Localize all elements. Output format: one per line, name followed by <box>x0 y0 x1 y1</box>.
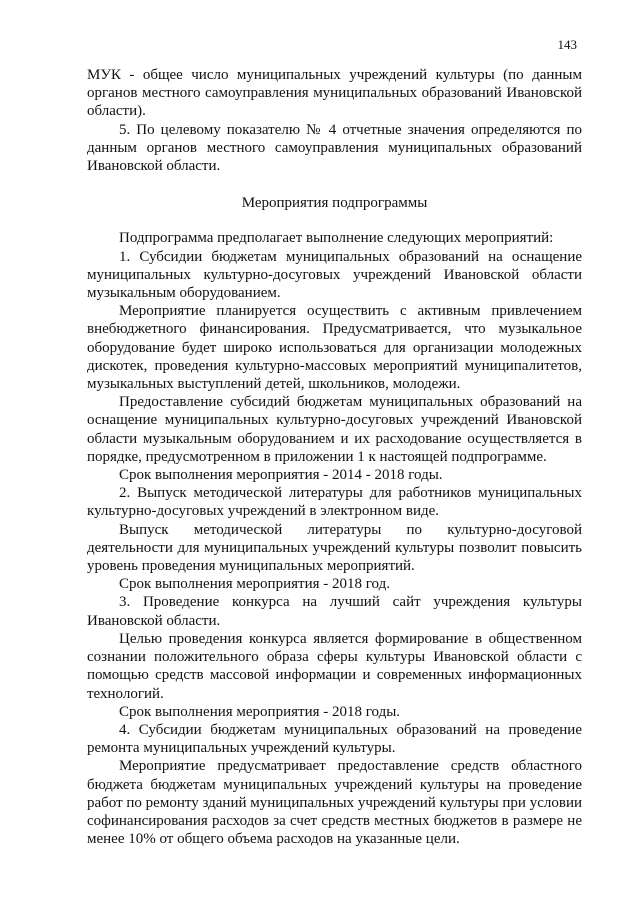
paragraph: Целью проведения конкурса является формирование в общественном сознании положительного образа сферы культуры Ивановской области с помощью средств массовой информации и современных информационных технологий. <box>87 630 582 702</box>
paragraph: 4. Субсидии бюджетам муниципальных образований на проведение ремонта муниципальных учреждений культуры. <box>87 721 582 757</box>
paragraph: Срок выполнения мероприятия - 2014 - 2018 годы. <box>119 467 443 484</box>
paragraph: 2. Выпуск методической литературы для работников муниципальных культурно-досуговых учреждений в электронном виде. <box>87 485 582 520</box>
spacer <box>87 212 582 229</box>
document-body <box>87 66 582 848</box>
paragraph: 1. Субсидии бюджетам муниципальных образований на оснащение муниципальных культурно-досуговых учреждений Ивановской области музыкальным оборудованием. <box>87 248 582 302</box>
paragraph: Подпрограмма предполагает выполнение следующих мероприятий: <box>119 230 554 247</box>
paragraph: Мероприятие предусматривает предоставление средств областного бюджета бюджетам муниципальных учреждений культуры на проведение работ по ремонту зданий муниципальных учреждений культуры при условии софинансирования расходов за счет средств местных бюджетов в размере не менее 10% от общего объема расходов на указанные цели. <box>87 758 582 848</box>
spacer <box>87 175 582 194</box>
paragraph: 5. По целевому показателю № 4 отчетные значения определяются по данным органов местного самоуправления муниципальных образований Ивановской области. <box>87 121 582 175</box>
paragraph: Мероприятие планируется осуществить с активным привлечением внебюджетного финансирования. Предусматривается, что музыкальное оборудование будет широко использоваться для организации молодежных дискотек, проведения культурно-массовых мероприятий муниципалитетов, музыкальных выступлений детей, школьников, молодежи. <box>87 303 582 393</box>
paragraph: 3. Проведение конкурса на лучший сайт учреждения культуры Ивановской области. <box>87 594 582 629</box>
paragraph: Предоставление субсидий бюджетам муниципальных образований на оснащение муниципальных культурно-досуговых учреждений Ивановской области музыкальным оборудованием и их расходование осуществляется в порядке, предусмотренном в приложении 1 к настоящей подпрограмме. <box>87 394 582 465</box>
section-title: Мероприятия подпрограммы <box>241 195 428 212</box>
paragraph: Срок выполнения мероприятия - 2018 год. <box>119 576 390 593</box>
paragraph: Выпуск методической литературы по культурно-досуговой деятельности для муниципальных учреждений культуры позволит повысить уровень проведения муниципальных мероприятий. <box>87 521 582 575</box>
paragraph: МУК - общее число муниципальных учреждений культуры (по данным органов местного самоуправления муниципальных образований Ивановской области). <box>87 67 582 120</box>
page-number: 143 <box>557 37 577 52</box>
paragraph: Срок выполнения мероприятия - 2018 годы. <box>119 703 401 720</box>
